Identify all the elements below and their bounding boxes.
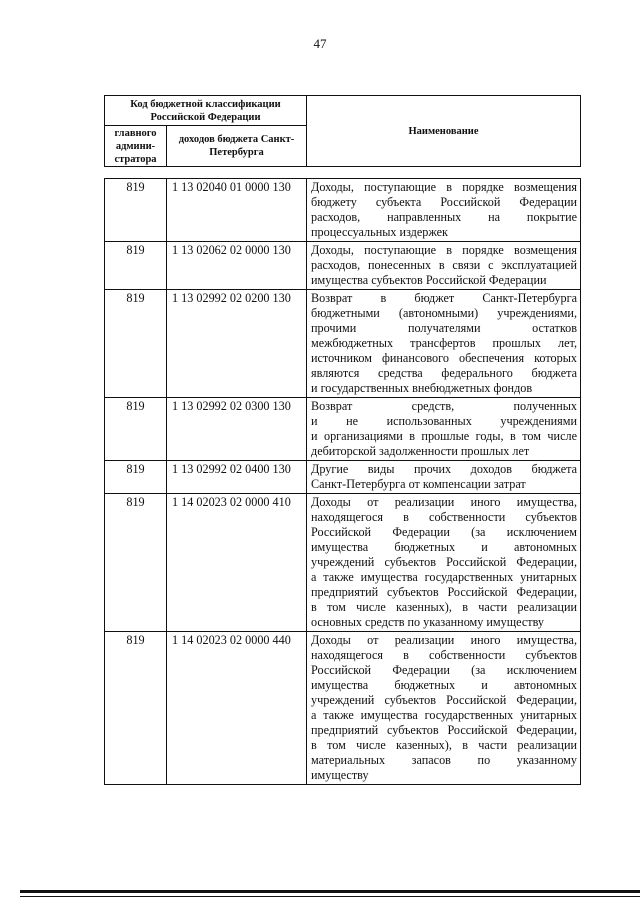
- bottom-rule-thin: [20, 896, 640, 897]
- name-line: Доходы, поступающие в порядке возмещения: [311, 243, 577, 257]
- name-line: в том числе казенных), в части реализации: [311, 738, 577, 752]
- name-line: Санкт-Петербурга от компенсации затрат: [311, 477, 526, 491]
- name-line: Возврат в бюджет Санкт-Петербурга: [311, 291, 577, 305]
- name-line: прочими получателями остатков: [311, 321, 577, 335]
- name-line: бюджету субъекта Российской Федерации: [311, 195, 577, 209]
- name-line: Доходы от реализации иного имущества,: [311, 495, 577, 509]
- name-line: основных средств по указанному имуществу: [311, 615, 544, 629]
- name-line: Другие виды прочих доходов бюджета: [311, 462, 577, 476]
- income-code-cell: 1 13 02992 02 0200 130: [167, 290, 307, 398]
- income-code-cell: 1 13 02992 02 0300 130: [167, 398, 307, 461]
- name-line: Доходы от реализации иного имущества,: [311, 633, 577, 647]
- name-line: являются средства федерального бюджета: [311, 366, 577, 380]
- name-line: Российской Федерации (за исключением: [311, 525, 577, 539]
- table-row: [105, 242, 581, 290]
- name-line: и организациями в прошлые годы, в том числе: [311, 429, 577, 443]
- name-line: учреждений субъектов Российской Федерации,: [311, 555, 577, 569]
- income-code-cell: 1 13 02040 01 0000 130: [167, 179, 307, 242]
- name-line: Доходы, поступающие в порядке возмещения: [311, 180, 577, 194]
- name-cell: [307, 494, 581, 632]
- name-line: в том числе казенных), в части реализации: [311, 600, 577, 614]
- admin-code-cell: 819: [105, 632, 167, 785]
- income-code-cell: 1 13 02062 02 0000 130: [167, 242, 307, 290]
- name-line: процессуальных издержек: [311, 225, 448, 239]
- name-cell: [307, 242, 581, 290]
- admin-code-cell: 819: [105, 290, 167, 398]
- bottom-rule: [20, 890, 640, 893]
- admin-code-cell: 819: [105, 242, 167, 290]
- page-number: 47: [313, 36, 327, 51]
- data-table-body: [105, 179, 581, 785]
- name-line: дебиторской задолженности прошлых лет: [311, 444, 530, 458]
- admin-code-cell: 819: [105, 494, 167, 632]
- table-row: [105, 179, 581, 242]
- name-line: а также имущества государственных унитарных: [311, 570, 577, 584]
- table-row: [105, 632, 581, 785]
- name-line: имущества бюджетных и автономных: [311, 678, 577, 692]
- header-table: [104, 95, 581, 167]
- table-row: [105, 398, 581, 461]
- name-line: имуществу: [311, 768, 369, 782]
- admin-code-cell: 819: [105, 461, 167, 494]
- name-line: имущества бюджетных и автономных: [311, 540, 577, 554]
- header-admin-column: главного админи-стратора: [105, 126, 167, 167]
- admin-code-cell: 819: [105, 179, 167, 242]
- name-line: источником финансового обеспечения которых: [311, 351, 577, 365]
- admin-code-cell: 819: [105, 398, 167, 461]
- header-income-column: доходов бюджета Санкт-Петербурга: [167, 126, 307, 167]
- name-line: учреждений субъектов Российской Федерации,: [311, 693, 577, 707]
- income-code-cell: 1 14 02023 02 0000 410: [167, 494, 307, 632]
- data-table: [104, 178, 581, 785]
- name-cell: [307, 179, 581, 242]
- name-line: расходов, направленных на покрытие: [311, 210, 577, 224]
- name-line: имущества субъектов Российской Федерации: [311, 273, 547, 287]
- name-cell: [307, 632, 581, 785]
- name-cell: [307, 398, 581, 461]
- header-name-column: Наименование: [307, 96, 581, 167]
- table-row: [105, 461, 581, 494]
- name-cell: [307, 461, 581, 494]
- income-code-cell: 1 14 02023 02 0000 440: [167, 632, 307, 785]
- name-line: а также имущества государственных унитарных: [311, 708, 577, 722]
- name-line: межбюджетных трансфертов прошлых лет,: [311, 336, 577, 350]
- name-line: Возврат средств, полученных: [311, 399, 577, 413]
- table-row: [105, 494, 581, 632]
- table-row: [105, 290, 581, 398]
- name-line: бюджетными (автономными) учреждениями,: [311, 306, 577, 320]
- name-line: и не использованных учреждениями: [311, 414, 577, 428]
- name-line: расходов, понесенных в связи с эксплуатацией: [311, 258, 577, 272]
- name-line: и государственных внебюджетных фондов: [311, 381, 533, 395]
- header-code-group: Код бюджетной классификации Российской Федерации: [105, 96, 307, 126]
- name-cell: [307, 290, 581, 398]
- name-line: предприятий субъектов Российской Федерации,: [311, 585, 577, 599]
- name-line: Российской Федерации (за исключением: [311, 663, 577, 677]
- name-line: материальных запасов по указанному: [311, 753, 577, 767]
- name-line: находящегося в собственности субъектов: [311, 510, 577, 524]
- income-code-cell: 1 13 02992 02 0400 130: [167, 461, 307, 494]
- name-line: предприятий субъектов Российской Федерации,: [311, 723, 577, 737]
- name-line: находящегося в собственности субъектов: [311, 648, 577, 662]
